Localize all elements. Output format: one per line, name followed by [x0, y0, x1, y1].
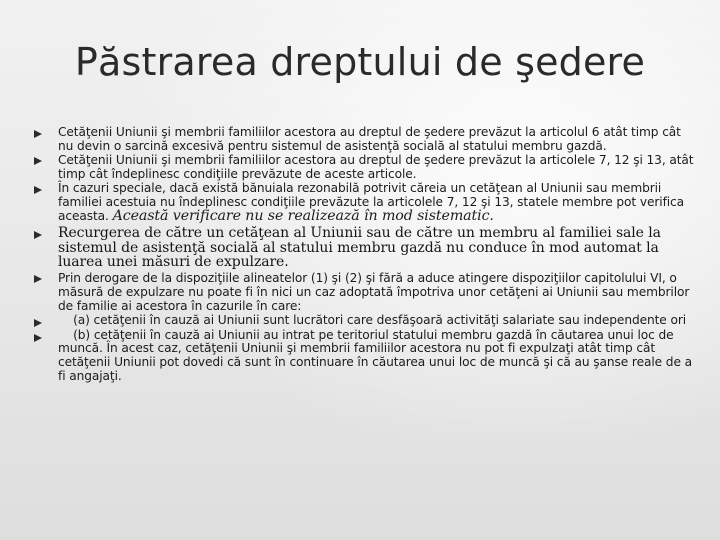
- list-item-text: [58, 182, 694, 223]
- list-item: [30, 314, 694, 328]
- triangle-bullet-icon: [34, 319, 42, 327]
- list-item-emphasis: Această verificare nu se realizează în mod sistematic.: [112, 207, 494, 224]
- triangle-bullet-icon: [34, 130, 42, 138]
- list-item: [30, 154, 694, 181]
- list-item: [30, 182, 694, 223]
- triangle-bullet-icon: [34, 231, 42, 239]
- list-item-text: Recurgerea de către un cetăţean al Uniunii sau de către un membru al familiei sale la sistemul de asistenţă socială al statului membru gazdă nu conduce în mod automat la luarea unei măsuri de expulzare.: [58, 225, 661, 270]
- list-item-text: (b) cetăţenii în cauză ai Uniunii au intrat pe teritoriul statului membru gazdă în căutarea unui loc de muncă. În acest caz, cetăţenii Uniunii şi membrii familiilor acestora nu pot fi expulzaţi atât timp cât cetăţenii Uniunii pot dovedi că sunt în continuare în căutarea unui loc de muncă şi că au şanse reale de a fi angajaţi.: [58, 327, 696, 383]
- list-item-text: (a) cetăţenii în cauză ai Uniunii sunt lucrători care desfăşoară activităţi salariate sau independente ori: [58, 313, 687, 328]
- list-item: [30, 226, 694, 269]
- list-item: [30, 272, 694, 313]
- slide-title: Păstrarea dreptului de şedere: [74, 40, 646, 84]
- list-item-text: Cetăţenii Uniunii şi membrii familiilor acestora au dreptul de şedere prevăzut la articolele 7, 12 şi 13, atât timp cât îndeplinesc condiţiile prevăzute de aceste articole.: [58, 153, 694, 181]
- bullet-list: [30, 126, 694, 383]
- list-item-text-main: În cazuri speciale, dacă există bănuiala rezonabilă potrivit căreia un cetăţean al Uniunii sau membrii familiei acestuia nu îndeplinesc condiţiile prevăzute la articolele 7, 12 şi 13, statele membre pot verifica aceasta.: [58, 181, 685, 223]
- list-item-text: Cetăţenii Uniunii şi membrii familiilor acestora au dreptul de şedere prevăzut la articolul 6 atât timp cât nu devin o sarcină excesivă pentru sistemul de asistenţă socială al statului membru gazdă.: [58, 125, 681, 153]
- triangle-bullet-icon: [34, 186, 42, 194]
- list-item: [30, 329, 694, 383]
- triangle-bullet-icon: [34, 275, 42, 283]
- triangle-bullet-icon: [34, 157, 42, 165]
- list-item: [30, 126, 694, 153]
- triangle-bullet-icon: [34, 334, 42, 342]
- list-item-text: Prin derogare de la dispoziţiile alineatelor (1) şi (2) şi fără a aduce atingere dispoziţiilor capitolului VI, o măsură de expulzare nu poate fi în nici un caz adoptată împotriva unor cetăţeni ai Uniunii sau membrilor de familie ai acestora în cazurile în care:: [58, 271, 690, 313]
